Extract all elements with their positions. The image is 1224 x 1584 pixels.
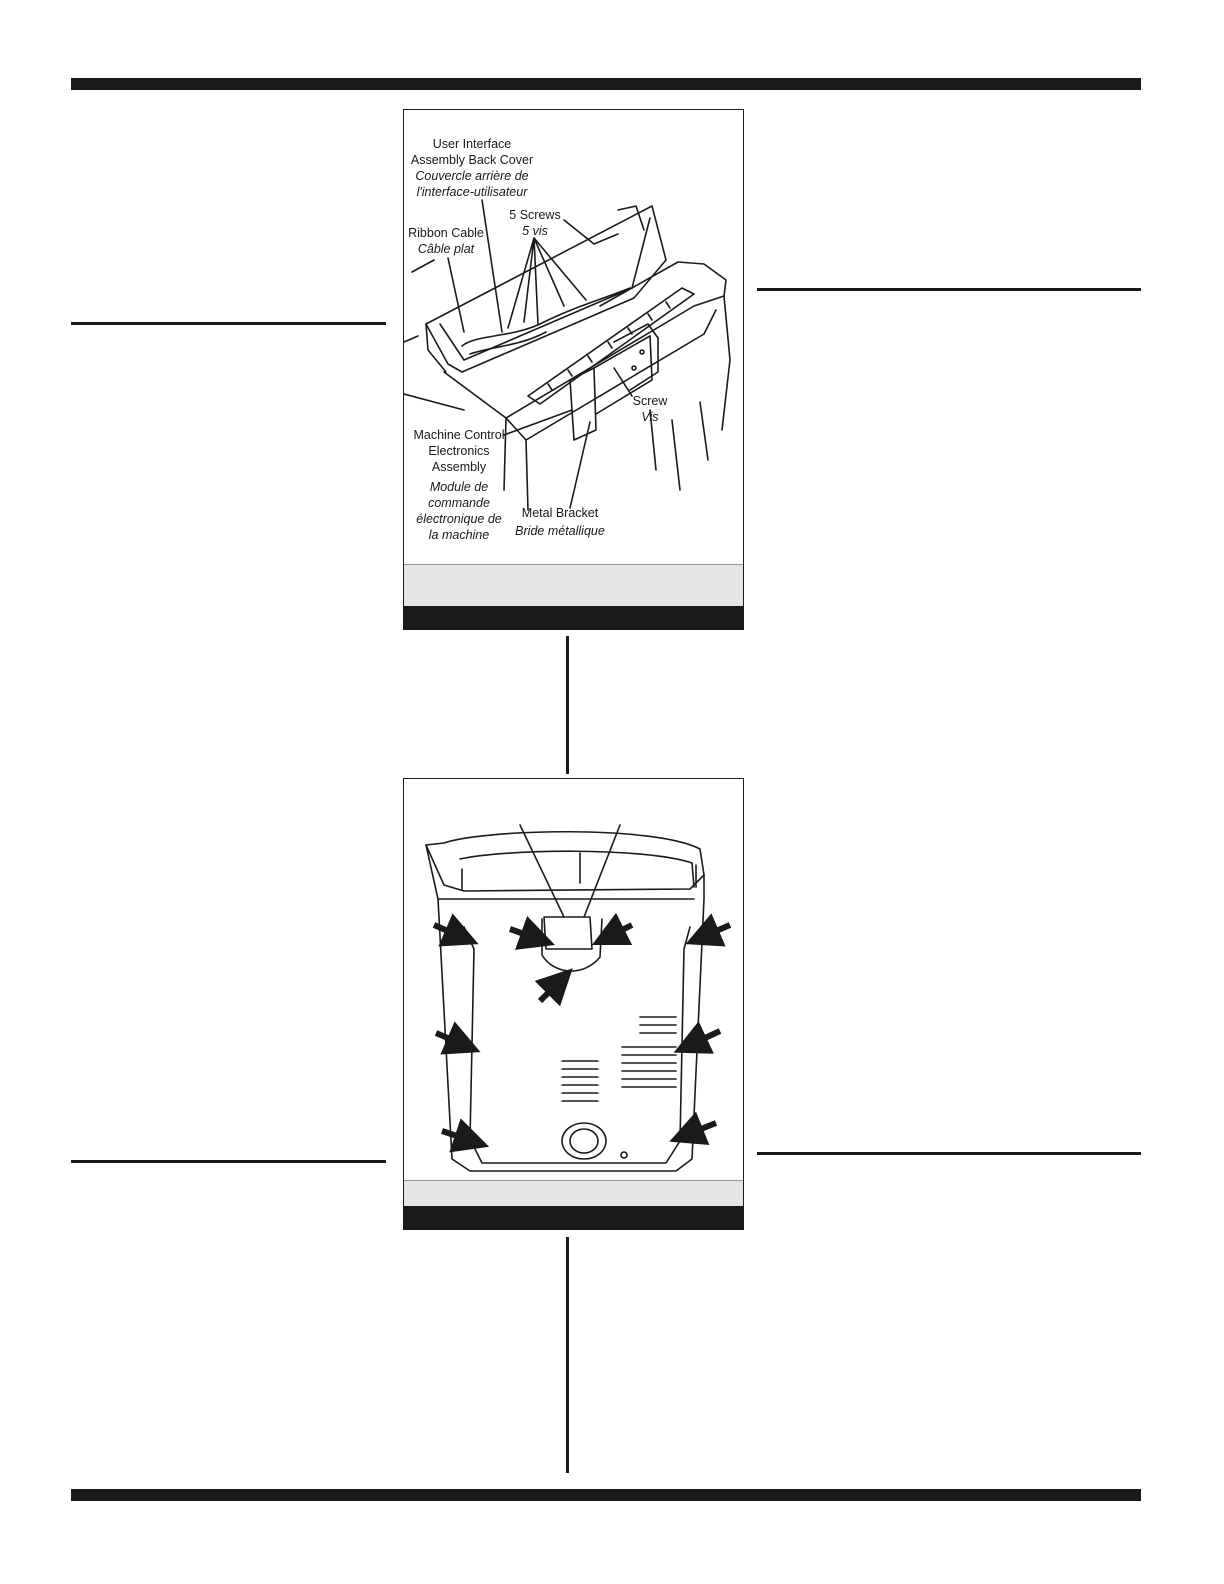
label-ui-back-cover-fr: Couvercle arrière de l'interface-utilisateur: [415, 169, 529, 199]
label-mce-assembly: [410, 427, 508, 543]
label-five-screws: [504, 207, 566, 239]
label-ribbon-cable: [407, 225, 485, 257]
figure-caption-band: [404, 1180, 743, 1208]
label-mce-assembly-en: Machine Control Electronics Assembly: [413, 428, 505, 474]
figure-caption-band: [404, 564, 743, 608]
section-rule-right-2: [757, 1152, 1141, 1155]
label-metal-bracket-en: Metal Bracket: [521, 506, 599, 520]
header-bar: [71, 78, 1141, 90]
label-ui-back-cover: [410, 136, 534, 200]
figure-rear-panel-drawing: [404, 779, 745, 1231]
figure-footer-band: [404, 606, 743, 629]
column-rule-2: [566, 1237, 569, 1473]
section-rule-left-2: [71, 1160, 386, 1163]
label-ribbon-cable-fr: Câble plat: [417, 242, 475, 256]
label-ui-back-cover-en: User Interface Assembly Back Cover: [410, 137, 534, 167]
footer-bar: [71, 1489, 1141, 1501]
label-mce-assembly-fr: Module de commande électronique de la machine: [416, 480, 502, 542]
section-rule-left-1: [71, 322, 386, 325]
label-metal-bracket: [512, 505, 608, 539]
label-five-screws-fr: 5 vis: [522, 224, 548, 238]
section-rule-right-1: [757, 288, 1141, 291]
label-screw-en: Screw: [632, 394, 668, 408]
figure-footer-band: [404, 1206, 743, 1229]
label-screw: [626, 393, 674, 425]
figure-ui-assembly: [403, 109, 744, 630]
column-rule-1: [566, 636, 569, 774]
figure-rear-panel: [403, 778, 744, 1230]
label-screw-fr: Vis: [641, 410, 659, 424]
label-ribbon-cable-en: Ribbon Cable: [408, 226, 484, 240]
label-five-screws-en: 5 Screws: [509, 208, 561, 222]
label-metal-bracket-fr: Bride métallique: [515, 524, 605, 538]
